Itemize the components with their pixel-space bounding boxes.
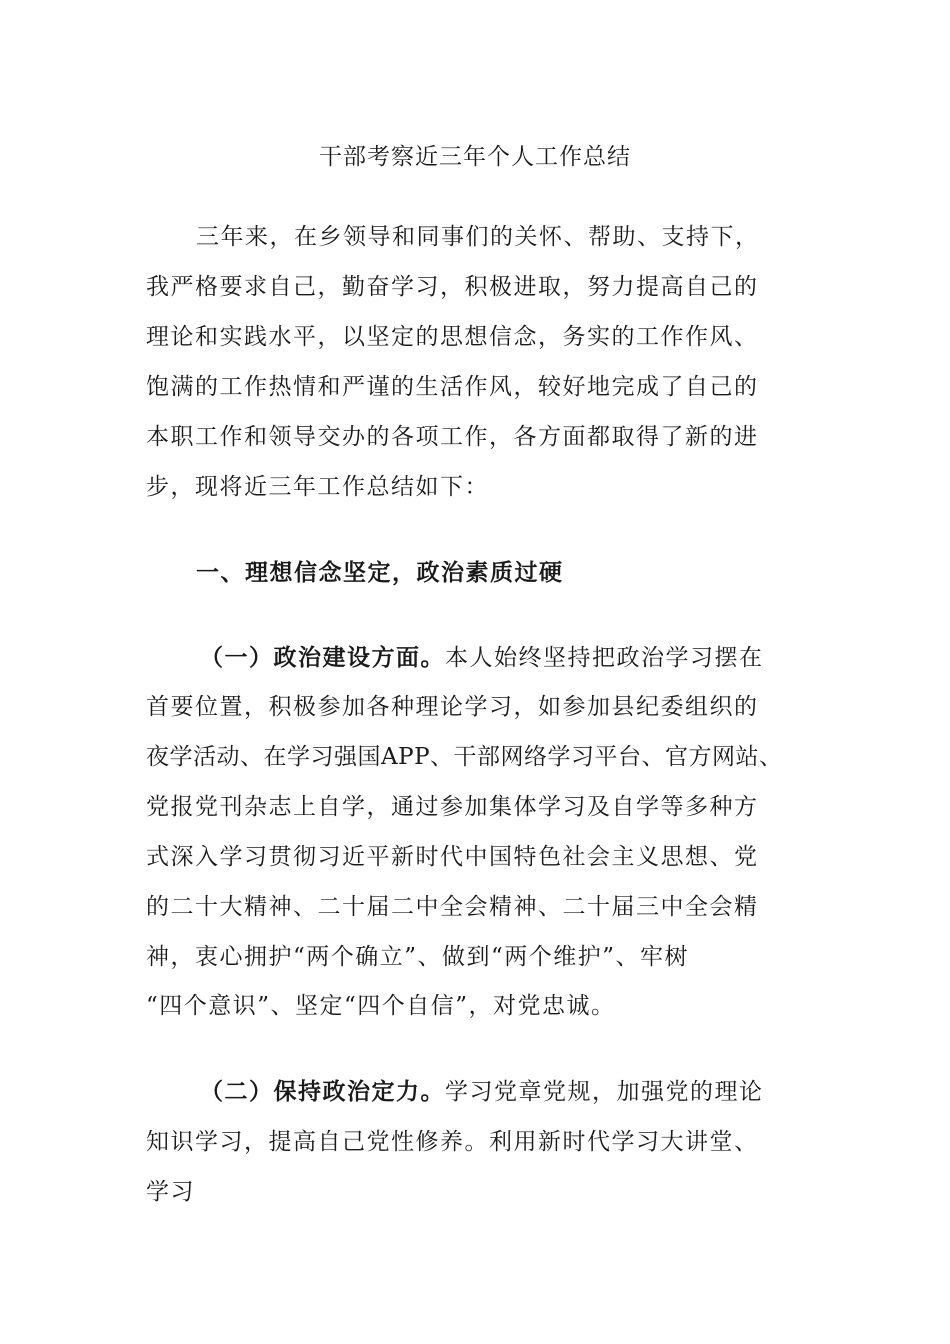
paragraph-line: 夜学活动、在学习强国APP、干部网络学习平台、官方网站、 <box>146 744 783 770</box>
paragraph-line: 学习 <box>146 1179 195 1205</box>
intro-line: 饱满的工作热情和严谨的生活作风，较好地完成了自己的 <box>146 374 759 400</box>
intro-line: 本职工作和领导交办的各项工作，各方面都取得了新的进 <box>146 424 759 450</box>
paragraph-line: 首要位置，积极参加各种理论学习，如参加县纪委组织的 <box>146 694 759 720</box>
intro-line: 理论和实践水平，以坚定的思想信念，务实的工作作风、 <box>146 324 759 350</box>
subsection-label: （一）政治建设方面。 <box>200 644 445 671</box>
paragraph-first-line <box>200 643 764 673</box>
paragraph-line: 的二十大精神、二十届二中全会精神、二十届三中全会精 <box>146 894 759 920</box>
paragraph-first-line <box>200 1077 764 1107</box>
intro-line: 我严格要求自己，勤奋学习，积极进取，努力提高自己的 <box>146 274 759 300</box>
paragraph-line: 党报党刊杂志上自学，通过参加集体学习及自学等多种方 <box>146 794 759 820</box>
paragraph-line: “四个意识”、坚定“四个自信”，对党忠诚。 <box>146 993 616 1019</box>
section-heading: 一、理想信念坚定，政治素质过硬 <box>196 559 564 586</box>
paragraph-text: 学习党章党规，加强党的理论 <box>445 1079 764 1105</box>
paragraph-text: 本人始终坚持把政治学习摆在 <box>445 645 764 671</box>
intro-line: 步，现将近三年工作总结如下： <box>146 474 489 500</box>
paragraph-line: 知识学习，提高自己党性修养。利用新时代学习大讲堂、 <box>146 1129 759 1155</box>
subsection-label: （二）保持政治定力。 <box>200 1078 445 1105</box>
paragraph-line: 式深入学习贯彻习近平新时代中国特色社会主义思想、党 <box>146 844 759 870</box>
intro-line: 三年来，在乡领导和同事们的关怀、帮助、支持下， <box>196 224 760 250</box>
document-title: 干部考察近三年个人工作总结 <box>319 144 631 170</box>
paragraph-line: 神，衷心拥护“两个确立”、做到“两个维护”、牢树 <box>146 944 690 970</box>
